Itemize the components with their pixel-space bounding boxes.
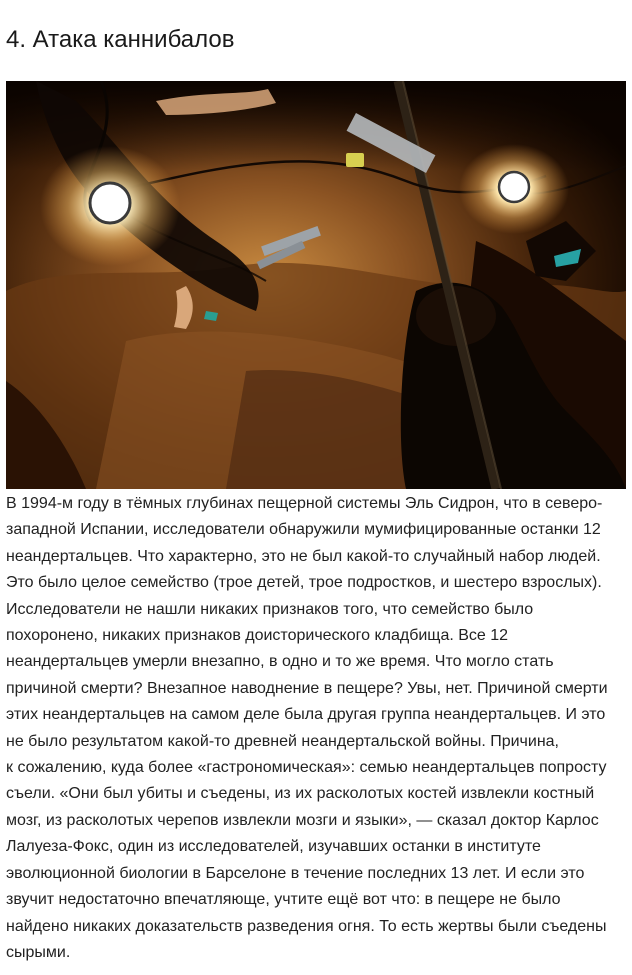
article-body-line: неандертальцев. Что характерно, это не был какой-то случайный набор людей. (6, 547, 601, 565)
article-body-line: В 1994-м году в тёмных глубинах пещерной системы Эль Сидрон, что в северо- (6, 495, 603, 512)
article-body-line: похоронено, никаких признаков доисторического кладбища. Все 12 (6, 627, 509, 645)
article-body-line: съели. «Они был убиты и съедены, из их расколотых костей извлекли костный (6, 785, 595, 803)
article-body-line: эволюционной биологии в Барселоне в течение последних 13 лет. И если это (6, 864, 585, 882)
article-body (6, 491, 628, 966)
article-body-line: мозг, из расколотых черепов извлекли мозги и языки», — сказал доктор Карлос (6, 811, 599, 829)
cave-excavation-photo (6, 81, 626, 489)
article-body-line: неандертальцев умерли внезапно, в одно и то же время. Что могло стать (6, 653, 554, 671)
article-body-line: этих неандертальцев на самом деле была другая группа неандертальцев. И это (6, 706, 606, 724)
article-body-line: к сожалению, куда более «гастрономическая»: семью неандертальцев попросту (6, 759, 607, 777)
article-body-line: Лалуеза-Фокс, один из исследователей, изучавших останки в институте (6, 838, 541, 856)
article-body-line: Исследователи не нашли никаких признаков того, что семейство было (6, 600, 534, 618)
cave-excavation-illustration (6, 81, 626, 489)
article-body-line: найдено никаких доказательств разведения огня. То есть жертвы были съедены (6, 917, 607, 935)
article-heading: 4. Атака каннибалов (6, 26, 235, 53)
article-body-line: сырыми. (6, 943, 71, 961)
article-body-line: звучит недостаточно впечатляюще, учтите ещё вот что: в пещере не было (6, 891, 561, 909)
article-body-line: причиной смерти? Внезапное наводнение в пещере? Увы, нет. Причиной смерти (6, 679, 608, 697)
article-body-line: не было результатом какой-то древней неандертальской войны. Причина, (6, 732, 559, 750)
article-body-line: Это было целое семейство (трое детей, трое подростков, и шестеро взрослых). (6, 574, 602, 592)
article-body-line: западной Испании, исследователи обнаружили мумифицированные останки 12 (6, 521, 601, 539)
